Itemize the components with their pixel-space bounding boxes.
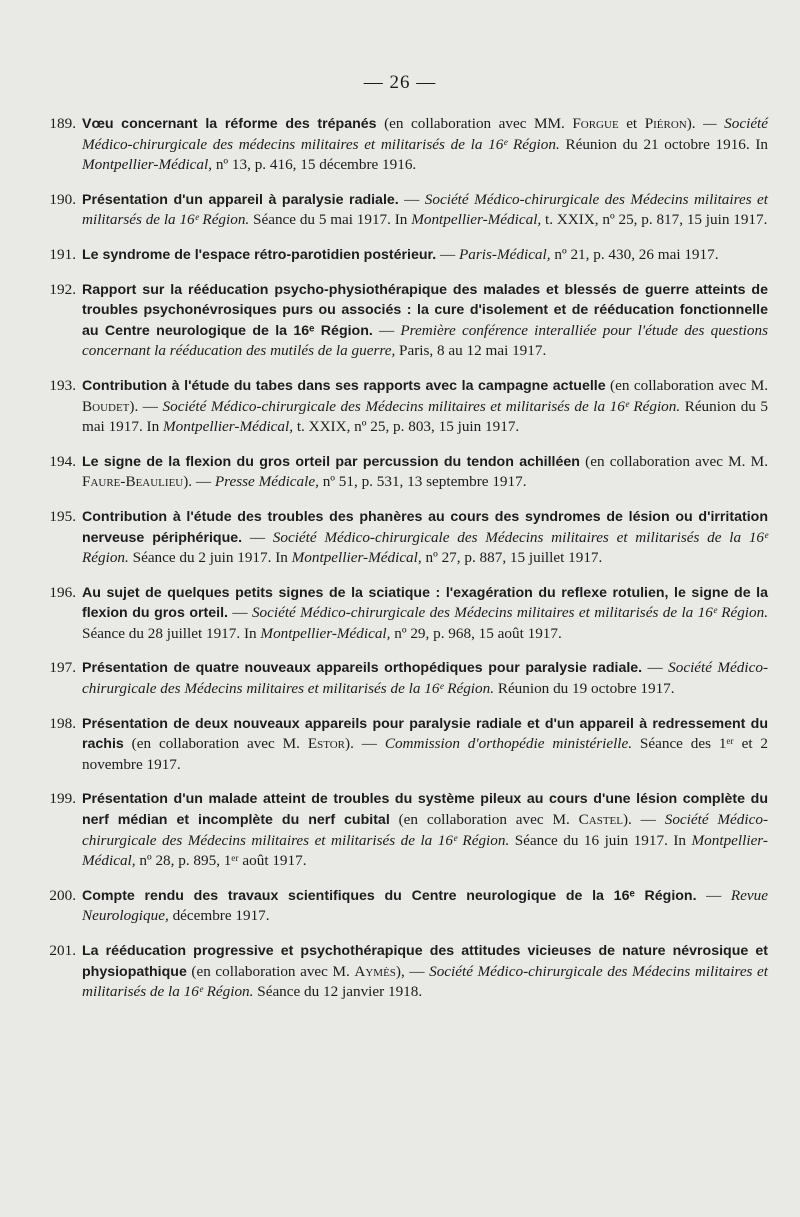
entry-191 (30, 245, 768, 266)
journal-name: Montpellier-Médical, (82, 156, 213, 174)
entry-text: Séance du 12 janvier 1918. (253, 983, 423, 1001)
entry-text: — (436, 245, 460, 263)
entry-text: ). (622, 811, 632, 829)
entry-number: 201. (49, 942, 76, 959)
entry-189 (30, 114, 768, 176)
entry-text: Réunion du 21 octobre 1916. In (559, 135, 768, 153)
entry-198 (30, 714, 768, 776)
entry-title: Contribution à l'étude des troubles des phanères au cours des syndromes de lésion ou d'irritation nerveuse périphérique. (82, 508, 768, 546)
entry-text: ). — (183, 473, 215, 491)
entry-text: Séance du 16 juin 1917. In (509, 831, 692, 849)
author-name: Piéron (644, 115, 687, 132)
journal-name: Société Médico-chirurgicale des Médecins militaires et militarisés de la 16ᵉ Région. (82, 528, 769, 567)
entry-text: nº 27, p. 887, 15 juillet 1917. (421, 549, 603, 567)
entry-title: Vœu concernant la réforme des trépanés (82, 116, 377, 132)
entry-194 (30, 452, 768, 493)
entry-text: — (372, 321, 401, 339)
entry-text: — (631, 811, 665, 829)
entry-text: nº 13, p. 416, 15 décembre 1916. (212, 156, 417, 174)
entry-title: Présentation de deux nouveaux appareils pour paralysie radiale et d'un appareil à redressement du rachis (82, 715, 768, 753)
entry-text: (en collaboration avec M. (389, 811, 579, 829)
author-name: Castel (578, 811, 623, 829)
entry-number: 193. (49, 376, 76, 394)
journal-name: Montpellier-Médical, (291, 549, 422, 567)
entry-text: t. XXIX, nº 25, p. 817, 15 juin 1917. (541, 211, 768, 229)
entry-number: 189. (49, 115, 76, 132)
entry-title: Rapport sur la rééducation psycho-physiothérapique des malades et blessés de guerre atteints de troubles psychonévrosiques purs ou associés : la cure d'isolement et de rééducation fonctionnelle au Centre neurologique de la 16ᵉ Région. (82, 281, 768, 339)
entry-number: 190. (49, 190, 76, 208)
bibliography-list (30, 114, 768, 1017)
page-number: — 26 — (363, 72, 437, 93)
entry-text: (en collaboration avec M. M. (579, 452, 768, 470)
entry-text: (en collaboration avec M. (123, 735, 308, 753)
journal-name: Société Médico-chirurgicale des Médecins militaires et militarisés de la 16ᵉ Région. (82, 659, 769, 698)
entry-number: 191. (49, 245, 76, 263)
author-name: Boudet (82, 397, 130, 415)
journal-name: Société Médico-chirurgicale des Médecins militaires et militarisés de la 16ᵉ Région. (251, 604, 769, 622)
entry-title: Présentation de quatre nouveaux appareils orthopédiques pour paralysie radiale. (82, 660, 643, 677)
entry-number: 199. (49, 790, 76, 808)
entry-text: ). (686, 115, 696, 132)
journal-name: Commission d'orthopédie ministérielle. (384, 735, 633, 753)
entry-text: — (228, 604, 252, 622)
entry-number: 196. (49, 583, 76, 601)
journal-name: Première conférence interalliée pour l'étude des questions concernant la rééducation des mutilés de la guerre, (82, 321, 768, 360)
entry-190 (30, 190, 768, 231)
entry-201 (30, 941, 768, 1003)
entry-text: Séance du 2 juin 1917. In (128, 549, 292, 567)
entry-title: Contribution à l'étude du tabes dans ses rapports avec la campagne actuelle (82, 377, 606, 394)
entry-text: Séance du 5 mai 1917. In (249, 211, 412, 229)
entry-text: t. XXIX, nº 25, p. 803, 15 juin 1917. (293, 418, 520, 436)
entry-195 (30, 507, 768, 569)
journal-name: Société Médico-chirurgicale des Médecins militaires et militarisés de la 16ᵉ Région. (82, 962, 769, 1001)
journal-name: Paris-Médical, (459, 245, 551, 263)
entry-title: Au sujet de quelques petits signes de la sciatique : l'exagération du reflexe rotulien, le signe de la flexion du gros orteil. (82, 584, 768, 622)
journal-name: Montpellier-Médical, (82, 831, 768, 870)
author-name: Forgue (572, 115, 619, 132)
entry-text: ), — (395, 962, 430, 980)
author-name: Faure-Beaulieu (82, 473, 184, 491)
entry-text: et (618, 115, 645, 132)
entry-text: (en collaboration avec M. (605, 376, 768, 394)
entry-192 (30, 280, 768, 362)
entry-text: — (242, 528, 273, 546)
entry-number: 195. (49, 507, 76, 525)
entry-text: Séance du 28 juillet 1917. In (82, 624, 261, 642)
journal-name: Montpellier-Médical, (163, 418, 294, 436)
entry-text: ). — (129, 397, 163, 415)
entry-title: Le syndrome de l'espace rétro-parotidien postérieur. (82, 246, 437, 263)
journal-name: Société Médico-chirurgicale des Médecins militaires et militarsés de la 16ᵉ Région. (82, 190, 768, 229)
entry-text: Séance des 1ᵉʳ et 2 novembre 1917. (82, 735, 769, 773)
entry-text: nº 29, p. 968, 15 août 1917. (390, 624, 562, 642)
entry-199 (30, 789, 768, 871)
entry-title: Présentation d'un appareil à paralysie radiale. (82, 191, 399, 208)
journal-name: — Société Médico-chirurgicale des médecins militaires et militarisés de la 16ᵉ Région. (82, 115, 769, 153)
entry-text: décembre 1917. (168, 907, 270, 925)
entry-196 (30, 583, 768, 645)
entry-text: (en collaboration avec M. (186, 962, 355, 980)
entry-number: 194. (49, 452, 76, 470)
journal-name: Montpellier-Médical, (411, 211, 542, 229)
entry-text: nº 51, p. 531, 13 septembre 1917. (318, 473, 527, 491)
journal-name: Société Médico-chirurgicale des Médecins militaires et militarisés de la 16ᵉ Région. (162, 397, 681, 415)
entry-text: nº 28, p. 895, 1ᵉʳ août 1917. (135, 852, 307, 870)
journal-name: Montpellier-Médical, (260, 624, 391, 642)
entry-text: — (642, 659, 669, 677)
entry-text: nº 21, p. 430, 26 mai 1917. (550, 245, 719, 263)
entry-193 (30, 376, 768, 438)
entry-text: Réunion du 5 mai 1917. In (82, 397, 769, 436)
entry-text: Réunion du 19 octobre 1917. (494, 680, 675, 698)
journal-name: Société Médico-chirurgicale des Médecins militaires et militarisés de la 16ᵉ Région. (82, 811, 769, 849)
author-name: Estor (307, 735, 346, 753)
entry-197 (30, 658, 768, 699)
journal-name: Revue Neurologique, (82, 886, 768, 925)
entry-text: (en collaboration avec MM. (376, 115, 573, 132)
entry-title: Le signe de la flexion du gros orteil par percussion du tendon achilléen (82, 453, 580, 470)
author-name: Aymès (354, 962, 396, 980)
entry-number: 197. (49, 659, 76, 677)
entry-title: La rééducation progressive et psychothérapique des attitudes vicieuses de nature névrosique et physiopathique (82, 943, 768, 980)
entry-text: — (398, 190, 425, 208)
entry-text: ). — (345, 735, 385, 753)
journal-name: Presse Médicale, (214, 473, 319, 491)
entry-number: 198. (49, 714, 76, 732)
entry-text: — (696, 886, 731, 904)
entry-text: Paris, 8 au 12 mai 1917. (395, 342, 547, 360)
entry-number: 200. (49, 886, 76, 904)
entry-title: Présentation d'un malade atteint de troubles du système pileux au cours d'une lésion complète du nerf médian et incomplète du nerf cubital (82, 791, 768, 829)
entry-title: Compte rendu des travaux scientifiques du Centre neurologique de la 16ᵉ Région. (82, 887, 697, 904)
entry-200 (30, 886, 768, 927)
entry-number: 192. (49, 280, 76, 298)
